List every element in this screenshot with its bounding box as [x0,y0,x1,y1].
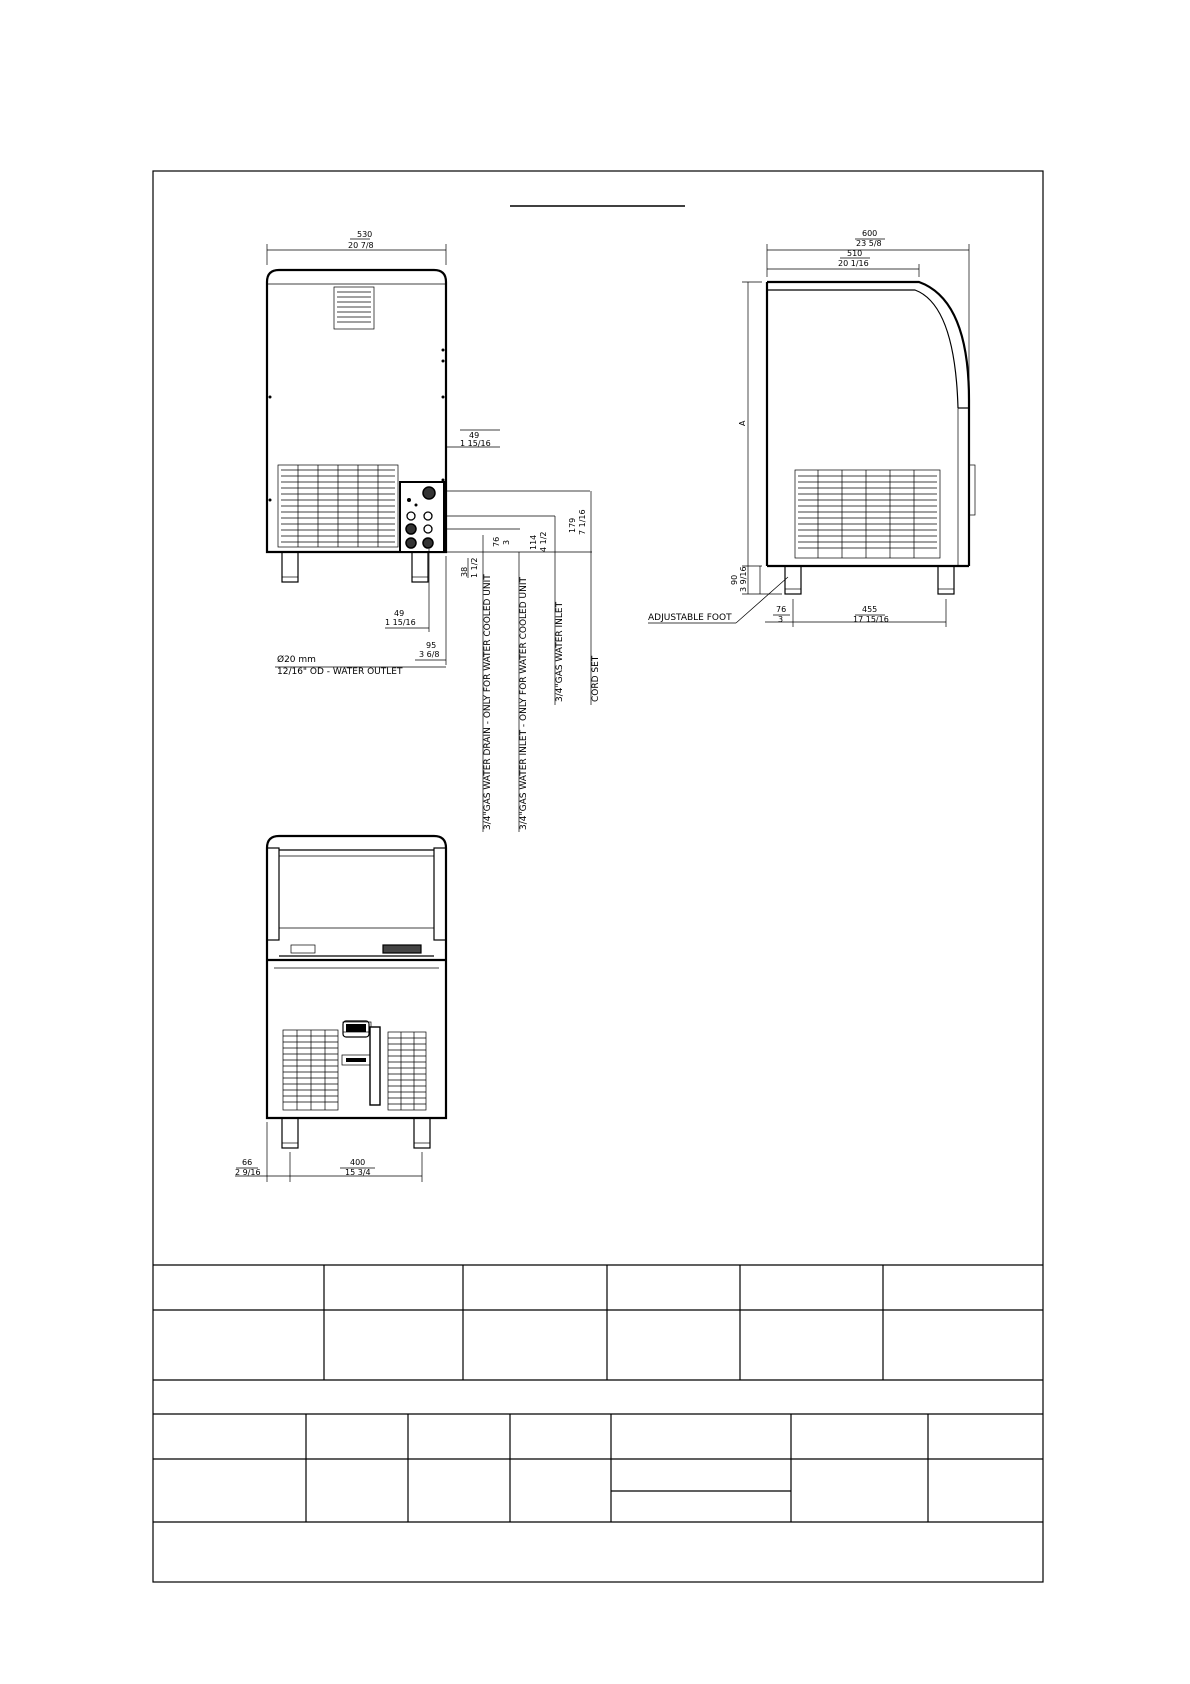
connection-panel [400,482,444,552]
dim-rear-width-in: 20 7/8 [348,241,374,250]
adjustable-foot-label: ADJUSTABLE FOOT [648,613,732,623]
drawing-frame [153,171,1043,1582]
dim-foot-offset-front-in: 2 9/16 [235,1168,261,1177]
rear-bottom-grille [278,465,398,547]
inlet-cooled-label: 3/4"GAS WATER INLET - ONLY FOR WATER COOLED UNIT [519,577,529,830]
front-foot-left [282,1118,298,1148]
rear-foot-right [412,552,428,582]
side-foot-right [938,566,954,594]
dim-foot-span-front-in: 15 3/4 [345,1168,371,1177]
dim-total-depth-mm: 600 [862,229,878,238]
drain-label: 3/4"GAS WATER DRAIN - ONLY FOR WATER COOLED UNIT [483,574,493,830]
dim-foot-span-front-mm: 400 [350,1158,366,1167]
side-grille [795,470,940,558]
rear-top-vent [334,287,374,329]
dim-side-offset-top-mm: 49 [469,431,480,440]
water-outlet-label: 12/16" OD - WATER OUTLET [277,667,403,677]
side-foot-left [785,566,801,594]
dim-foot-span-side-mm: 455 [862,605,878,614]
water-outlet-diameter: Ø20 mm [277,655,316,665]
side-dimensions [648,239,969,627]
inlet-label: 3/4"GAS WATER INLET [555,601,565,702]
dim-rear-width-mm: 530 [357,230,373,239]
dim-foot-height-in: 3 9/16 [739,566,748,592]
front-dimensions [235,1122,422,1182]
dim-foot-span-side-in: 17 15/16 [853,615,889,624]
dim-foot-offset-front-mm: 66 [242,1158,253,1167]
dim-inlet-height-in: 3 [502,539,511,545]
dim-outlet-offset-mm: 95 [426,641,437,650]
spec-table [153,1265,1043,1522]
dim-total-depth-in: 23 5/8 [856,239,882,248]
dim-side-offset-top-in: 1 15/16 [460,439,491,448]
dim-outlet-offset-in: 3 6/8 [419,650,440,659]
dim-inlet-height-mm: 76 [492,536,501,547]
front-grille-left [283,1030,338,1110]
dim-side-offset-bottom-in: 1 15/16 [385,618,416,627]
control-panel [343,1021,369,1037]
front-view [267,836,446,1148]
front-grille-right [388,1032,426,1110]
dim-drain-height-mm: 38 [460,566,469,577]
dim-cord-height-mm: 179 [568,517,577,533]
dim-foot-height-mm: 90 [730,574,739,585]
dim-water-inlet-height-mm: 114 [529,534,538,550]
dim-water-inlet-height-in: 4 1/2 [539,531,548,552]
dim-body-depth-mm: 510 [847,249,863,258]
dim-foot-offset-side-mm: 76 [776,605,787,614]
dim-side-offset-bottom-mm: 49 [394,609,405,618]
front-foot-right [414,1118,430,1148]
dim-body-depth-in: 20 1/16 [838,259,869,268]
dim-foot-offset-side-in: 3 [778,615,784,624]
rear-view [267,270,446,582]
dim-height-label: A [738,420,747,426]
dim-drain-height-in: 1 1/2 [470,557,479,578]
side-view [767,282,975,594]
rear-foot-left [282,552,298,582]
front-handle [370,1027,380,1105]
dim-cord-height-in: 7 1/16 [578,509,587,535]
cord-label: CORD SET [591,655,601,702]
